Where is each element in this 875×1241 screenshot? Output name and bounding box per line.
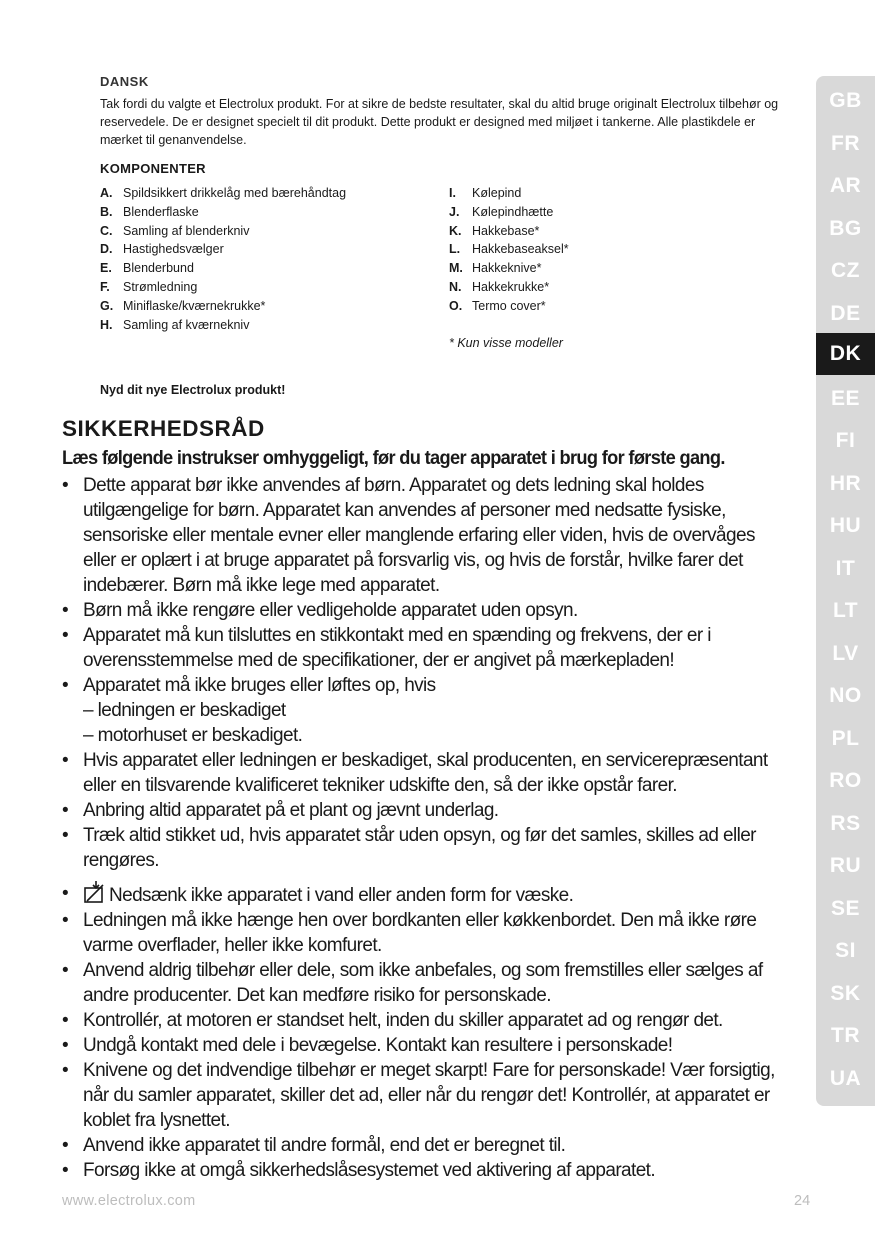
safety-section [62,416,792,1183]
components-right-column [449,186,569,350]
tab-ar[interactable]: AR [829,174,862,197]
tab-sk[interactable]: SK [830,981,861,1005]
rule-text: Anbring altid apparatet på et plant og jævnt underlag. [83,800,499,821]
tab-lv[interactable]: LV [832,641,859,665]
rule-text: Dette apparat bør ikke anvendes af børn. Apparatet og dets ledning skal holdes utilgængelige for børn. Apparatet kan anvendes af personer med nedsatte fysiske, sensoriske eller mentale evner eller manglende erfaring eller viden, hvis de overvåges eller er oplært i at bruge apparatet på forsvarlig vis, og hvis de forstår, hvilke farer det indebærer. Børn må ikke lege med apparatet. [83,475,755,596]
intro-paragraph: Tak fordi du valgte et Electrolux produkt. For at sikre de bedste resultater, skal du altid bruge originalt Electrolux tilbehør og reservedele. De er designet specielt til dit produkt. Dette produkt er designed med miljøet i tankerne. Alle plastikdele er mærket til genanvendelse. [100,97,779,147]
bullet: • [62,475,69,496]
components-left-column [100,186,449,350]
component-item [100,186,449,205]
tab-tr[interactable]: TR [831,1024,860,1047]
component-label: Hakkebase* [472,223,540,238]
component-label: Strømledning [123,279,198,294]
rule-text: Ledningen må ikke hænge hen over bordkanten eller køkkenbordet. Den må ikke røre varme overflader, heller ikke komfuret. [83,910,757,956]
rule-text: Undgå kontakt med dele i bevægelse. Kontakt kan resultere i personskade! [83,1035,673,1056]
safety-rule [62,881,792,908]
component-item [100,224,449,243]
safety-rule [62,958,792,1008]
tab-hr[interactable]: HR [829,471,862,495]
intro-section [100,74,800,350]
bullet: • [62,1160,69,1181]
bullet: • [62,883,69,904]
component-label: Hakkeknive* [472,261,542,276]
rule-text: Apparatet må ikke bruges eller løftes op, hvis – ledningen er beskadiget – motorhuset er beskadiget. [83,675,436,746]
component-label: Spildsikkert drikkelåg med bærehåndtag [123,186,347,200]
tab-pl[interactable]: PL [831,726,860,750]
rule-text: Børn må ikke rengøre eller vedligeholde apparatet uden opsyn. [83,600,578,621]
safety-rule [62,1058,792,1133]
component-letter: L. [449,242,461,257]
safety-title: SIKKERHEDSRÅD [62,416,265,441]
component-item [449,299,569,318]
component-letter: N. [449,279,462,294]
language-heading: DANSK [100,74,149,89]
tab-ua[interactable]: UA [829,1066,862,1090]
component-item [449,261,569,280]
component-label: Samling af blenderkniv [123,223,250,238]
component-item [449,280,569,299]
component-letter: G. [100,298,114,313]
components-list [100,186,800,350]
safety-rule [62,1133,792,1158]
bullet: • [62,960,69,981]
component-letter: D. [100,242,113,257]
component-letter: F. [100,279,110,294]
safety-rules [62,473,792,1183]
rule-text: Træk altid stikket ud, hvis apparatet står uden opsyn, og før det samles, skilles ad eller rengøres. [83,825,756,871]
component-item [100,261,449,280]
safety-rule [62,908,792,958]
bullet: • [62,750,69,771]
tab-lt[interactable]: LT [832,599,859,622]
tab-ru[interactable]: RU [829,854,862,877]
safety-rule [62,798,792,823]
bullet: • [62,1010,69,1031]
rule-text: Anvend ikke apparatet til andre formål, end det er beregnet til. [83,1135,566,1156]
component-label: Blenderbund [123,261,194,276]
rule-text: Apparatet må kun tilsluttes en stikkontakt med en spænding og frekvens, der er i overensstemmelse med de specifikationer, der er angivet på mærkepladen! [83,625,711,671]
component-item [100,318,449,337]
bullet: • [62,675,69,696]
component-item [449,186,569,205]
tab-hu[interactable]: HU [829,514,862,537]
component-label: Blenderflaske [123,204,199,219]
bullet: • [62,1060,69,1081]
component-letter: H. [100,317,113,332]
tab-fi[interactable]: FI [835,429,856,452]
safety-rule [62,1008,792,1033]
tab-se[interactable]: SE [830,896,860,920]
components-heading: KOMPONENTER [100,161,206,176]
tab-ee[interactable]: EE [830,386,860,410]
component-label: Hakkekrukke* [472,279,550,294]
component-letter: B. [100,204,113,219]
tab-ro[interactable]: RO [829,769,862,792]
component-item [100,280,449,299]
page-number: 24 [794,1193,811,1209]
component-letter: E. [100,261,112,276]
safety-rule [62,748,792,798]
rule-text: Knivene og det indvendige tilbehør er meget skarpt! Fare for personskade! Vær forsigtig, når du samler apparatet, skiller det ad, eller når du rengør det! Kontrollér, at apparatet er koblet fra lysnettet. [83,1060,775,1131]
bullet: • [62,1035,69,1056]
component-item [449,224,569,243]
safety-rule [62,473,792,598]
component-item [100,205,449,224]
safety-rule [62,1158,792,1183]
enjoy-text: Nyd dit nye Electrolux produkt! [100,383,286,397]
component-label: Termo cover* [472,298,546,313]
safety-subtitle: Læs følgende instrukser omhyggeligt, før du tager apparatet i brug for første gang. [62,448,725,469]
tab-rs[interactable]: RS [830,811,861,835]
rule-text: Nedsænk ikke apparatet i vand eller anden form for væske. [109,885,574,906]
bullet: • [62,600,69,621]
tab-no[interactable]: NO [829,684,862,707]
component-label: Kølepind [472,186,522,200]
bullet: • [62,1135,69,1156]
bullet: • [62,910,69,931]
component-letter: I. [449,186,456,200]
component-label: Miniflaske/kværnekrukke* [123,298,266,313]
component-letter: M. [449,261,463,276]
tab-fr[interactable]: FR [831,131,860,155]
component-label: Hakkebaseaksel* [472,242,569,257]
safety-rule [62,623,792,673]
language-tabs [816,76,875,1106]
no-immersion-icon [83,881,109,903]
bullet: • [62,800,69,821]
tab-gb[interactable]: GB [829,89,862,112]
component-label: Kølepindhætte [472,204,554,219]
component-letter: J. [449,204,460,219]
component-label: Samling af kværnekniv [123,317,250,332]
safety-rule [62,823,792,873]
component-label: Hastighedsvælger [123,242,224,257]
safety-rule [62,673,792,748]
tab-cz[interactable]: CZ [831,259,860,282]
component-letter: O. [449,298,463,313]
rule-text: Forsøg ikke at omgå sikkerhedslåsesystemet ved aktivering af apparatet. [83,1160,656,1181]
component-letter: C. [100,223,113,238]
rule-text: Hvis apparatet eller ledningen er beskadiget, skal producenten, en servicerepræsentant eller en tilsvarende kvalificeret tekniker udskifte den, så der ikke opstår farer. [83,750,768,796]
component-item [449,242,569,261]
tab-it[interactable]: IT [835,556,856,580]
component-letter: K. [449,223,462,238]
tab-de[interactable]: DE [830,301,861,325]
tab-bg[interactable]: BG [829,216,862,240]
models-footnote: * Kun visse modeller [449,335,563,350]
component-letter: A. [100,186,113,200]
tab-dk[interactable]: DK [816,333,875,375]
safety-rule [62,598,792,623]
bullet: • [62,825,69,846]
component-item [449,205,569,224]
footer-url[interactable]: www.electrolux.com [62,1193,196,1209]
component-item [100,299,449,318]
bullet: • [62,625,69,646]
safety-rule [62,1033,792,1058]
tab-si[interactable]: SI [835,939,856,962]
rule-text: Anvend aldrig tilbehør eller dele, som ikke anbefales, og som fremstilles eller sælges af andre producenter. Det kan medføre risiko for personskade. [83,960,763,1006]
component-item [100,242,449,261]
rule-text: Kontrollér, at motoren er standset helt, inden du skiller apparatet ad og rengør det. [83,1010,723,1031]
